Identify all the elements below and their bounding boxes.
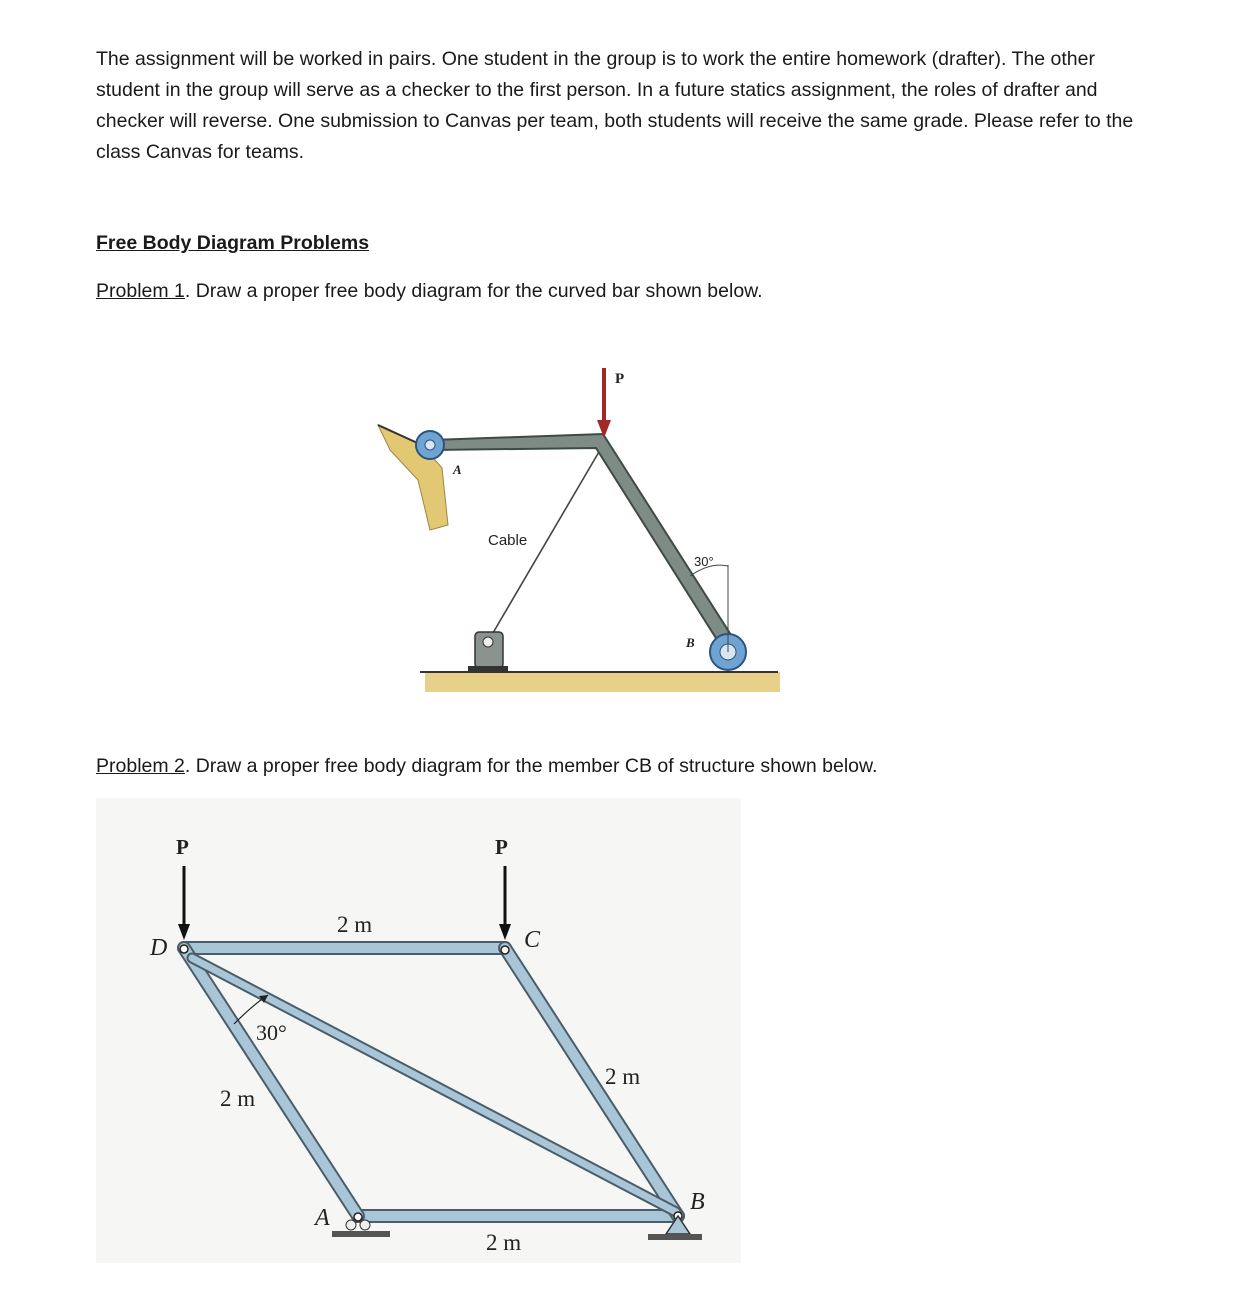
problem-2-statement — [96, 755, 877, 778]
problem-1-figure — [360, 350, 780, 695]
assignment-instructions: The assignment will be worked in pairs. One student in the group is to work the entire homework (drafter). The other student in the group will serve as a checker to the first person. In a future statics assignment, the roles of drafter and checker will reverse. One submission to Canvas per team, both students will receive the same grade. Please refer to the class Canvas for teams. — [96, 48, 1134, 163]
node-label-c: C — [524, 927, 541, 953]
node-label-d: D — [150, 935, 168, 961]
problem-1-label: Problem 1 — [96, 280, 185, 302]
load-label-right: P — [495, 835, 508, 859]
load-label-left: P — [176, 835, 189, 859]
node-label-b: B — [690, 1189, 705, 1215]
problem-1-statement — [96, 280, 763, 303]
ground — [425, 672, 780, 692]
problem-2-figure — [96, 798, 741, 1263]
dimension-top: 2 m — [337, 912, 373, 937]
problem-2-label: Problem 2 — [96, 755, 185, 777]
pin-c — [501, 946, 509, 954]
load-label: P — [615, 371, 625, 387]
pin-label-a: A — [453, 462, 462, 477]
pin-d — [180, 945, 188, 953]
pin-a — [354, 1213, 362, 1221]
angle-label: 30° — [256, 1020, 287, 1045]
problem-1-text: . Draw a proper free body diagram for the curved bar shown below. — [184, 280, 763, 302]
section-heading: Free Body Diagram Problems — [96, 232, 370, 254]
problem-2-text: . Draw a proper free body diagram for the member CB of structure shown below. — [184, 755, 878, 777]
cable-label: Cable — [488, 532, 528, 549]
angle-label: 30° — [694, 554, 714, 569]
support-a — [332, 1231, 390, 1237]
dimension-left: 2 m — [220, 1086, 256, 1111]
dimension-right: 2 m — [605, 1064, 641, 1089]
node-label-a: A — [315, 1205, 330, 1231]
bent-bar — [432, 434, 738, 654]
roller-label-b: B — [686, 635, 695, 650]
dimension-bottom: 2 m — [486, 1230, 522, 1255]
